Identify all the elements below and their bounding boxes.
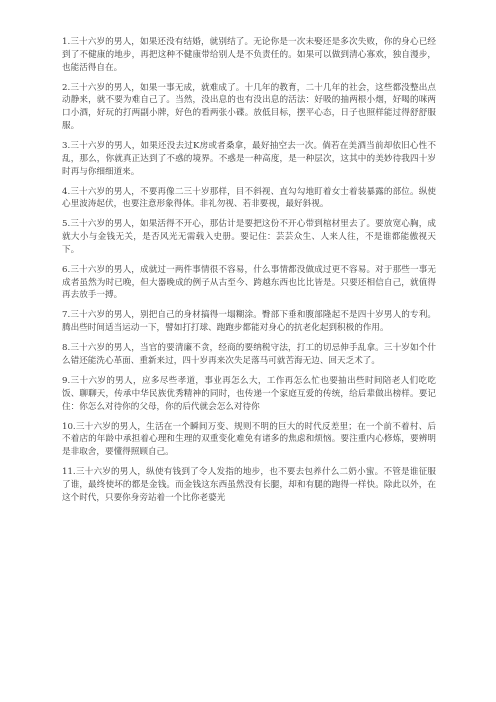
- paragraph-6: 6.三十六岁的男人，成就过一两件事情很不容易，什么事情都没做成过更不容易。对于那些一事无成者虽然为时已晚，但大器晚成的例子从古至今、跨越东西也比比皆是。只要还相信自己，就值得再去放手一搏。: [62, 264, 436, 301]
- paragraph-10: 10.三十六岁的男人，生活在一个瞬间万变、规则不明的巨大的时代反差里；在一个前不着村、后不着店的年龄中承担着心理和生理的双重变化难免有诸多的焦虑和烦恼。要注重内心修炼，要辨明是非取舍，要懂得照顾自己。: [62, 421, 436, 458]
- paragraph-9: 9.三十六岁的男人，应多尽些孝道，事业再怎么大，工作再怎么忙也要抽出些时间陪老人们吃吃饭、聊聊天，传承中华民族优秀精神的同时，也传递一个家庭互爱的传统，给后辈做出榜样。要记住：你怎么对待你的父母，你的后代就会怎么对待你: [62, 376, 436, 412]
- paragraph-1: 1.三十六岁的男人，如果还没有结婚，就别结了。无论你是一次未娶还是多次失败，你的身心已经到了不健康的地步，再把这种不健康带给别人是不负责任的。如果可以做到清心寡欢，独自漫步，也能活得自在。: [62, 37, 436, 73]
- paragraph-11: 11.三十六岁的男人，纵使有钱到了令人发指的地步，也不要去包养什么二奶小蜜。不管是谁征服了谁，最终使坏的都是金钱。而金钱这东西虽然没有长腿，却和有腿的跑得一样快。除此以外，在这个时代，只要你身旁站着一个比你老婆光: [62, 467, 436, 503]
- paragraph-3: 3.三十六岁的男人，如果还没去过K房或者桑拿，最好抽空去一次。倘若在美酒当前却依旧心性不乱，那么，你就真正达到了不惑的境界。不惑是一种高度，是一种层次，这其中的美妙待我四十岁时再与你细细道来。: [62, 140, 436, 177]
- document-body: [62, 36, 436, 512]
- paragraph-5: 5.三十六岁的男人，如果活得不开心，那估计是要把这份不开心带到棺材里去了。要放宽心胸，成就大小与金钱无关，是否风光无需载入史册。要记住：芸芸众生、人来人往，不是谁都能傲视天下。: [62, 219, 436, 255]
- paragraph-8: 8.三十六岁的男人，当官的要清廉不贪，经商的要纳税守法，打工的切忌伸手乱拿。三十岁如个什么错还能洗心革面、重新来过，四十岁再来次失足落马可就苦海无边、回天乏术了。: [62, 343, 436, 367]
- paragraph-4: 4.三十六岁的男人，不要再像二三十岁那样，目不斜视、直勾勾地盯着女士着装暴露的部位。纵使心里波涛起伏，也要注意形象得体。非礼勿视、若非要视，最好斜视。: [62, 186, 436, 210]
- paragraph-7: 7.三十六岁的男人，别把自己的身材搞得一塌糊涂。臀部下垂和腹部隆起不是四十岁男人的专利。腾出些时间适当运动一下，譬如打打球、跑跑步都能对身心的抗老化起到积极的作用。: [62, 310, 436, 334]
- paragraph-2: 2.三十六岁的男人，如果一事无成，就难成了。十几年的教育，二十几年的社会，这些都没整出点动静来，就不要为难自己了。当然，没出息的也有没出息的活法：好吸的抽两根小烟，好喝的咪两口小酒，好玩的打两副小牌，好色的看两张小碟。放低目标，摆平心态，日子也照样能过得舒舒服服。: [62, 82, 436, 131]
